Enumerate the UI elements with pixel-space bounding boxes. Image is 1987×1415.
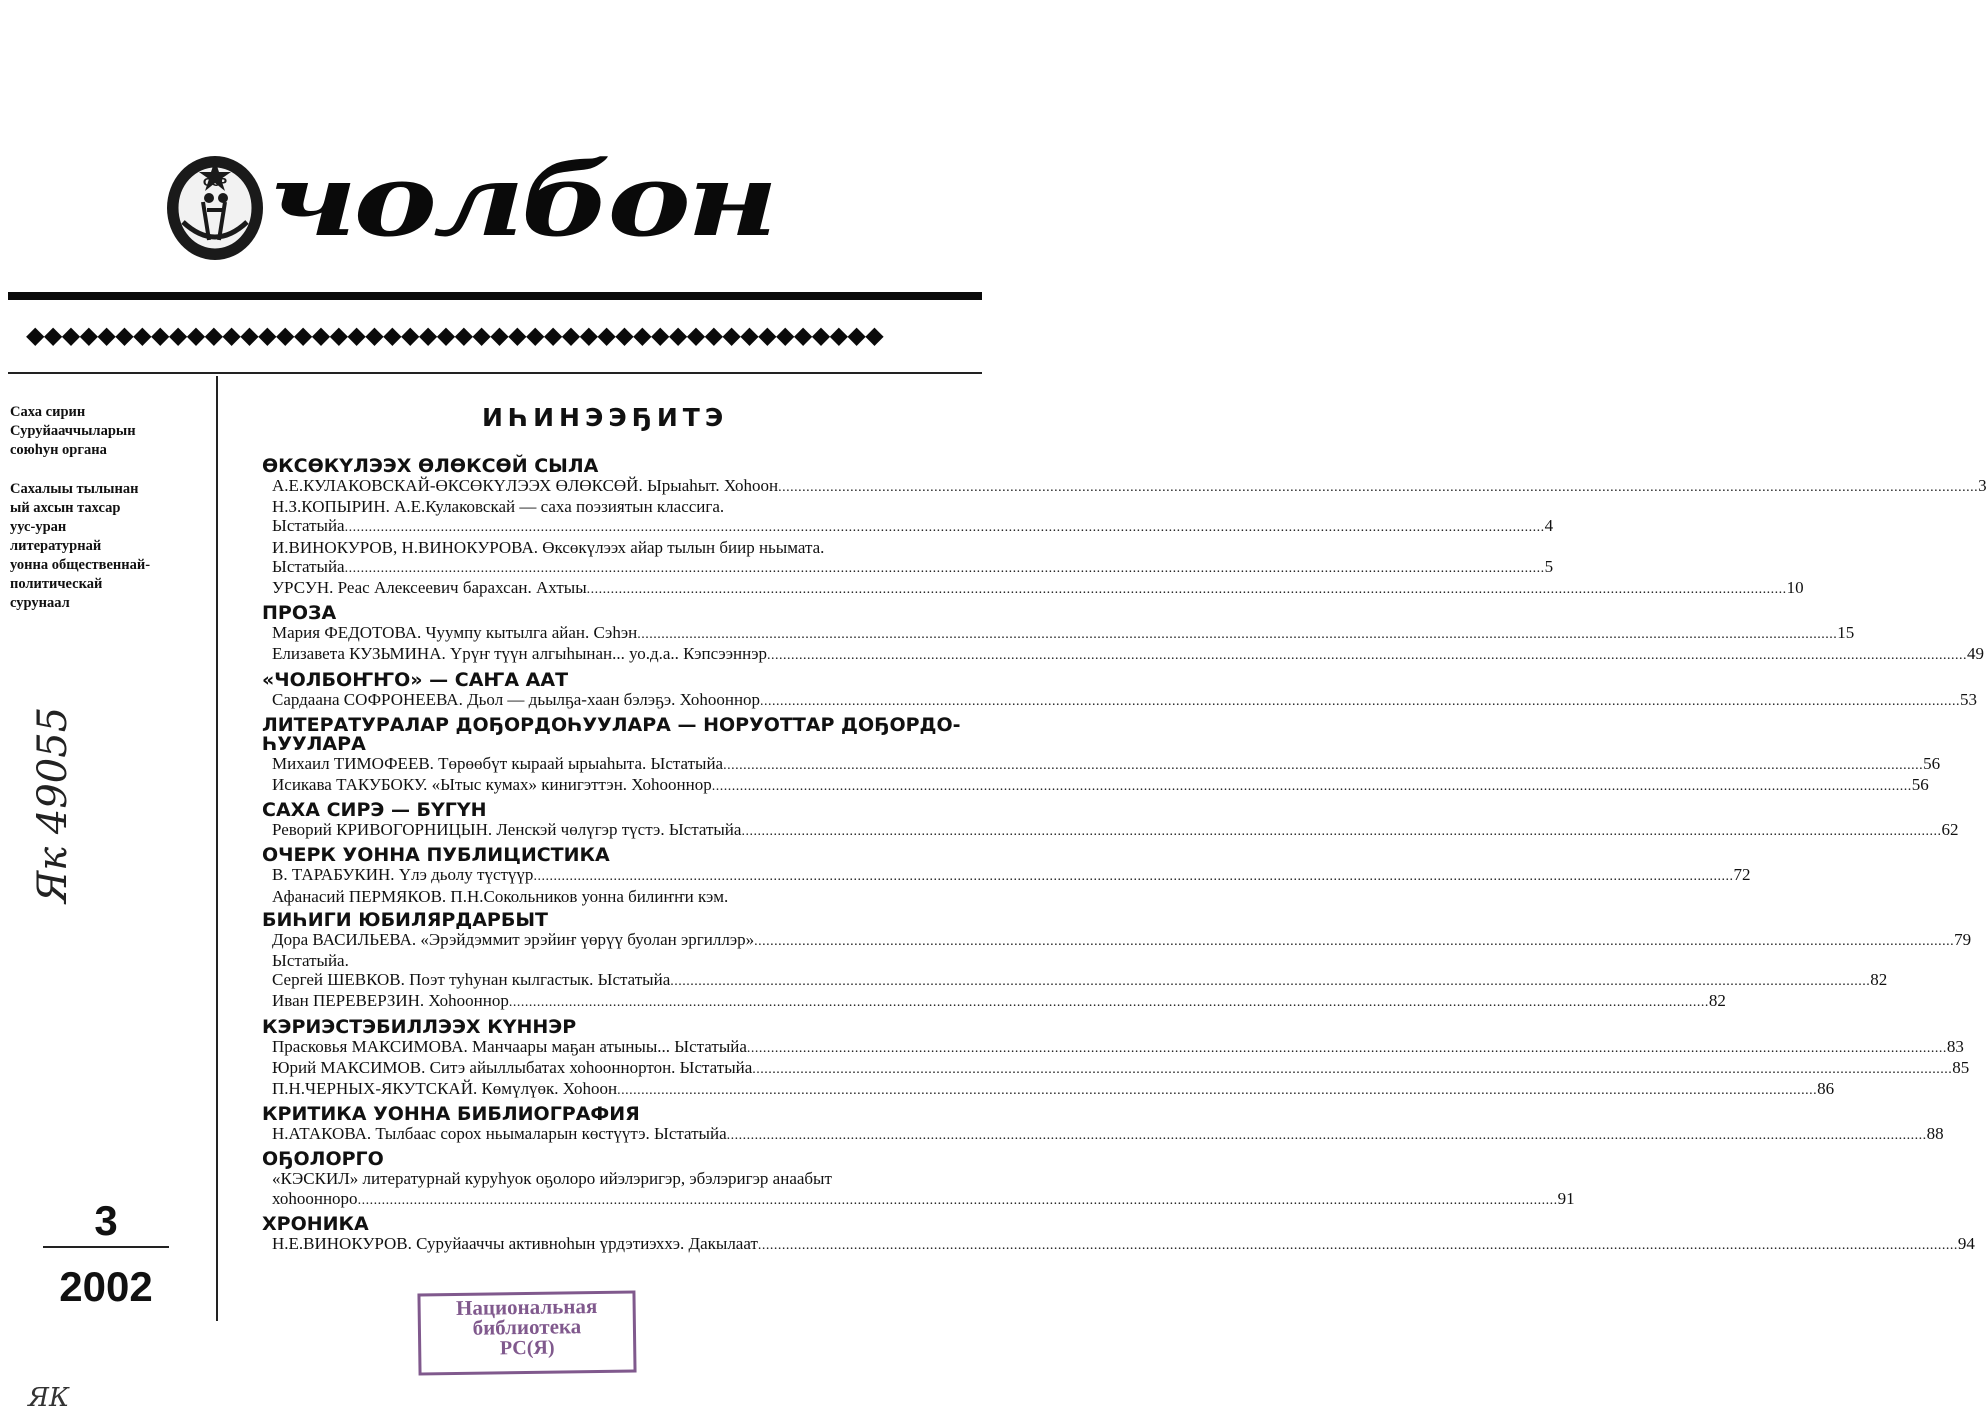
entry-text: Н.Е.ВИНОКУРОВ. Суруйааччы активноһын үрдэтиэххэ. Дакылаат [272, 1233, 758, 1253]
toc-section [262, 1145, 1575, 1209]
toc-section [262, 1013, 1970, 1101]
page-number: 5 [1544, 556, 1554, 576]
page-number: 86 [1817, 1079, 1835, 1099]
sidebar-line: уонна общественнай- [10, 557, 151, 573]
toc-entry [262, 689, 1978, 711]
magazine-title: чолбон [268, 141, 775, 259]
page-number: 85 [1952, 1057, 1970, 1077]
toc-section [262, 666, 1978, 711]
page-number: 79 [1954, 929, 1972, 949]
sidebar-line: уус-уран [10, 519, 67, 535]
entry-text: «КЭСКИЛ» литературнай куруһуок оҕолоро ийэлэригэр, эбэлэригэр анаабыт [272, 1169, 832, 1189]
dot-leader: ............................................................................................................................................................................................................................................................................................................ [670, 974, 1871, 990]
page-number: 94 [1957, 1233, 1975, 1253]
toc-entry [262, 820, 1959, 841]
entry-text: Афанасий ПЕРМЯКОВ. П.Н.Сокольников уонна билиҥҥи кэм. [272, 886, 729, 906]
entry-text: В. ТАРАБУКИН. Үлэ дьолу түстүүр [272, 865, 534, 885]
toc-entry [262, 497, 1554, 537]
page-number: 56 [1911, 775, 1929, 795]
stamp-line: библиотека [472, 1314, 582, 1340]
entry-text: Сардаана СОФРОНЕЕВА. Дьол — дьылҕа-хаан бэлэҕэ. Хоһооннор [272, 689, 761, 709]
entry-text: Елизавета КУЗЬМИНА. Үрүҥ түүн алгыһынан... уо.д.а.. Кэпсээннэр [272, 644, 767, 664]
toc-entry [262, 1169, 1575, 1209]
page-number: 88 [1926, 1124, 1944, 1144]
toc-entry [262, 929, 1972, 971]
toc-section [262, 1100, 1944, 1145]
toc-section [262, 452, 1987, 599]
entry-text: А.Е.КУЛАКОВСКАЙ-ӨКСӨКҮЛЭЭХ ӨЛӨКСӨЙ. Ырыаһыт. Хоһоон [272, 476, 779, 495]
handwritten-call-number [22, 698, 82, 908]
toc-entry [262, 865, 1751, 886]
page-number: 15 [1837, 623, 1855, 643]
entry-text: Н.З.КОПЫРИН. А.Е.Кулаковскай — саха поэзиятын классига. [272, 497, 725, 517]
page-number: 62 [1941, 820, 1959, 840]
sidebar-line: сурунаал [10, 595, 70, 611]
toc-entry [262, 476, 1987, 497]
issue-year: 2002 [59, 1263, 153, 1310]
sidebar [10, 403, 210, 633]
toc-section [262, 796, 1959, 841]
toc-section [262, 906, 1972, 1013]
page-number: 10 [1786, 578, 1804, 598]
stamp-line: РС(Я) [499, 1336, 555, 1360]
diamond-ornament: ◆◆◆◆◆◆◆◆◆◆◆◆◆◆◆◆◆◆◆◆◆◆◆◆◆◆◆◆◆◆◆◆◆◆◆◆◆◆◆◆◆◆◆◆◆◆◆◆ [26, 321, 884, 349]
entry-text: Дора ВАСИЛЬЕВА. «Эрэйдэммит эрэйиҥ үөрүү буолан эргиллэр» [272, 929, 755, 949]
dot-leader: ............................................................................................................................................................................................................................................................................................................ [757, 1237, 1958, 1253]
toc-section [262, 599, 1984, 665]
page-number: 72 [1733, 865, 1751, 885]
dot-leader: ............................................................................................................................................................................................................................................................................................................ [766, 648, 1967, 664]
entry-text: И.ВИНОКУРОВ, Н.ВИНОКУРОВА. Өксөкүлээх айар тылын биир ньымата. [272, 537, 825, 557]
dot-leader: ............................................................................................................................................................................................................................................................................................................ [344, 560, 1545, 576]
page-number: 56 [1923, 753, 1941, 773]
page-number: 53 [1960, 689, 1978, 709]
entry-text: Юрий МАКСИМОВ. Ситэ айыллыбатах хоһооннортон. Ыстатыйа [272, 1057, 753, 1077]
toc-entry [262, 1057, 1970, 1079]
dot-leader: ............................................................................................................................................................................................................................................................................................................ [726, 1128, 1927, 1144]
entry-text: Прасковья МАКСИМОВА. Манчаары маҕан атыныы... Ыстатыйа [272, 1036, 747, 1056]
toc-entry [262, 970, 1888, 991]
entry-text: Иван ПЕРЕВЕРЗИН. Хоһооннор [272, 991, 509, 1011]
header-rule [8, 292, 982, 300]
dot-leader: ............................................................................................................................................................................................................................................................................................................ [617, 1083, 1818, 1099]
toc-entry [262, 537, 1554, 578]
emblem-text: ССР [202, 176, 228, 189]
svg-text:ЯК: ЯК [28, 1383, 70, 1413]
toc-entry [262, 623, 1855, 644]
issue-rule [43, 1246, 169, 1248]
library-stamp [417, 1290, 636, 1375]
entry-text: Ыстатыйа [272, 556, 345, 576]
journal-description [10, 480, 210, 613]
page-number: 49 [1966, 644, 1984, 664]
publisher-info [10, 403, 210, 460]
dot-leader: ............................................................................................................................................................................................................................................................................................................ [778, 480, 1979, 495]
dot-leader: ............................................................................................................................................................................................................................................................................................................ [586, 582, 1787, 598]
toc-entry [262, 644, 1984, 665]
stamp-line: Национальная [455, 1294, 598, 1320]
section-title: ПРОЗА [262, 602, 337, 625]
table-of-contents [262, 452, 1987, 1255]
entry-text: Ыстатыйа [272, 516, 345, 536]
dot-leader: ............................................................................................................................................................................................................................................................................................................ [746, 1040, 1947, 1056]
page-number: 4 [1544, 516, 1554, 536]
sidebar-line: литературнай [10, 538, 102, 554]
dot-leader: ............................................................................................................................................................................................................................................................................................................ [533, 869, 1734, 885]
page-number: 82 [1870, 970, 1888, 990]
toc-entry [262, 775, 1929, 796]
page-number: 83 [1946, 1036, 1964, 1056]
toc-section [262, 711, 1941, 796]
entry-text: П.Н.ЧЕРНЫХ-ЯКУТСКАЙ. Көмүлүөк. Хоһоон [272, 1079, 618, 1099]
dot-leader: ............................................................................................................................................................................................................................................................................................................ [752, 1061, 1953, 1077]
entry-text: Исикава ТАКУБОКУ. «Ытыс кумах» кинигэттэн. Хоһооннор [272, 775, 712, 795]
header-divider [8, 372, 982, 374]
toc-entry [262, 1233, 1975, 1255]
column-divider [216, 376, 218, 1321]
toc-entry [262, 1124, 1944, 1145]
entry-text: Мария ФЕДОТОВА. Чуумпу кытылга айан. Сэһэн [272, 623, 638, 643]
section-title: «ЧОЛБОҤҤО» — САҤА ААТ [262, 668, 569, 691]
entry-text: УРСУН. Реас Алексеевич барахсан. Ахтыы [272, 578, 587, 598]
dot-leader: ............................................................................................................................................................................................................................................................................................................ [711, 779, 1912, 795]
dot-leader: ............................................................................................................................................................................................................................................................................................................ [637, 627, 1838, 643]
entry-text: Сергей ШЕВКОВ. Поэт туһунан кылгастык. Ыстатыйа [272, 970, 671, 990]
section-title: ЛИТЕРАТУРАЛАР ДОҔОРДОҺУУЛАРА — НОРУОТТАР ДОҔОРДО-ҺУУЛАРА [262, 713, 961, 755]
entry-text: хоһооннорo [272, 1188, 358, 1208]
entry-text: Ыстатыйа. [272, 951, 349, 971]
toc-entry [262, 991, 1726, 1012]
dot-leader: ............................................................................................................................................................................................................................................................................................................ [760, 693, 1961, 709]
handwritten-mark [26, 1378, 86, 1412]
entry-text: Михаил ТИМОФЕЕВ. Төрөөбүт кыраай ырыаһыта. Ыстатыйа [272, 753, 724, 773]
dot-leader: ............................................................................................................................................................................................................................................................................................................ [754, 933, 1955, 949]
section-title: ОҔОЛОРГО [262, 1148, 384, 1171]
dot-leader: ............................................................................................................................................................................................................................................................................................................ [508, 995, 1709, 1011]
dot-leader: ............................................................................................................................................................................................................................................................................................................ [357, 1192, 1558, 1208]
sidebar-line: Сахалыы тылынан [10, 481, 139, 497]
sidebar-line: ый ахсын тахсар [10, 500, 121, 516]
section-title: ХРОНИКА [262, 1212, 369, 1235]
toc-section [262, 1210, 1975, 1255]
toc-title: ИҺИНЭЭҔИТЭ [482, 403, 729, 432]
page-number: 82 [1708, 991, 1726, 1011]
sidebar-line: Суруйааччыларын [10, 423, 136, 439]
toc-entry [262, 1036, 1964, 1058]
entry-text: Н.АТАКОВА. Тылбаас сорох ньымаларын көстүүтэ. Ыстатыйа [272, 1124, 727, 1144]
section-title: САХА СИРЭ — БҮГҮН [262, 799, 487, 822]
toc-entry [262, 887, 982, 906]
dot-leader: ............................................................................................................................................................................................................................................................................................................ [723, 757, 1924, 773]
section-title: КРИТИКА УОННА БИБЛИОГРАФИЯ [262, 1103, 640, 1126]
section-title: ӨКСӨКҮЛЭЭХ ӨЛӨКСӨЙ СЫЛА [262, 455, 599, 477]
section-title: КЭРИЭСТЭБИЛЛЭЭХ КҮННЭР [262, 1015, 577, 1038]
dot-leader: ............................................................................................................................................................................................................................................................................................................ [344, 520, 1545, 536]
page-number: 91 [1557, 1188, 1575, 1208]
toc-section [262, 841, 1751, 906]
toc-entry [262, 1079, 1835, 1100]
dot-leader: ............................................................................................................................................................................................................................................................................................................ [741, 824, 1942, 840]
section-title: БИҺИГИ ЮБИЛЯРДАРБЫТ [262, 908, 548, 931]
issue-number: 3 [94, 1197, 118, 1244]
sidebar-line: политическай [10, 576, 103, 592]
page-number: 3 [1978, 476, 1987, 495]
sidebar-line: Саха сирин [10, 404, 86, 420]
svg-text:Як 49055: Як 49055 [30, 706, 76, 903]
section-title: ОЧЕРК УОННА ПУБЛИЦИСТИКА [262, 844, 610, 867]
entry-text: Реворий КРИВОГОРНИЦЫН. Ленскэй чөлүгэр түстэ. Ыстатыйа [272, 820, 742, 840]
toc-entry [262, 753, 1941, 775]
toc-entry [262, 578, 1804, 599]
sidebar-line: союһун органа [10, 442, 107, 458]
soviet-emblem-icon [163, 152, 267, 264]
